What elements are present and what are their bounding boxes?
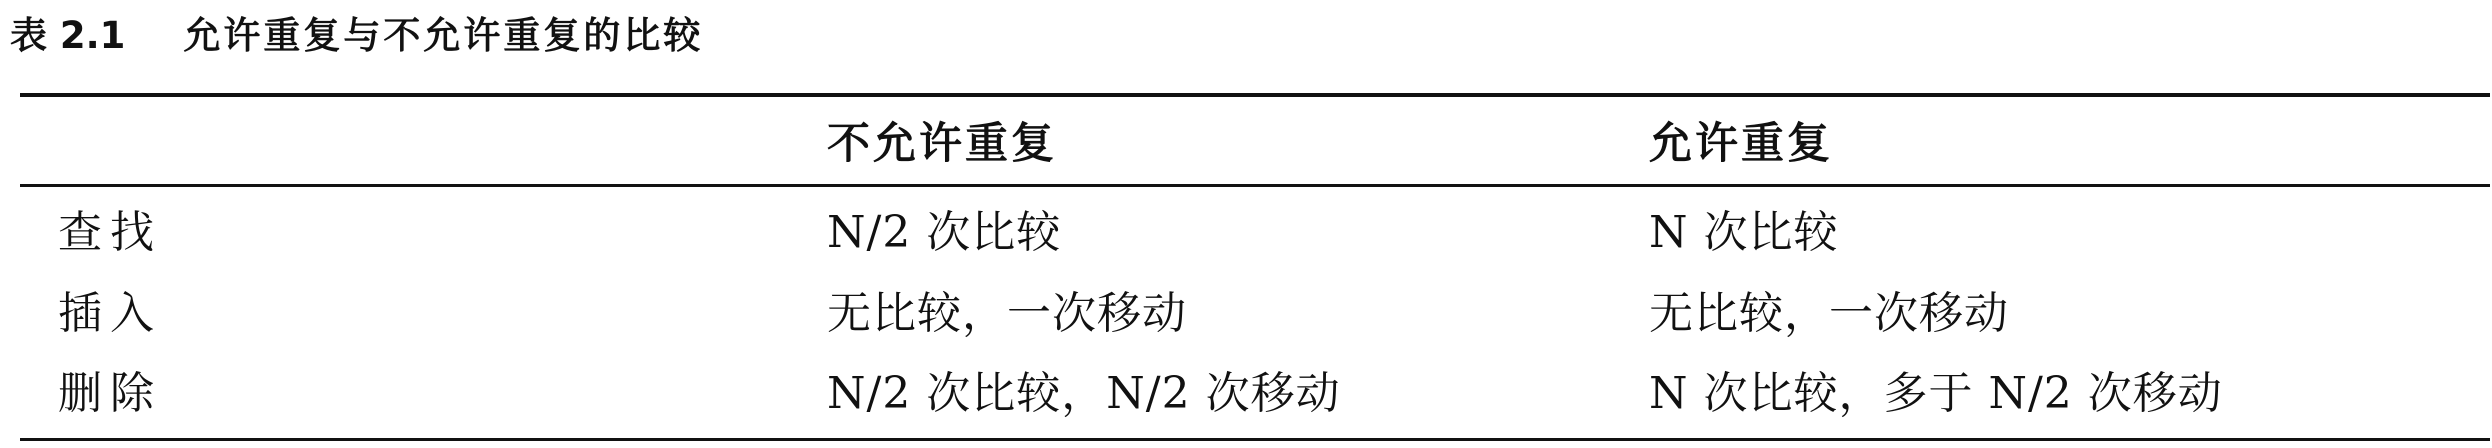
table-number: 表 2.1 bbox=[10, 14, 126, 57]
cell-no-duplicates: N/2 次比较，N/2 次移动 bbox=[827, 368, 1341, 419]
table-row bbox=[20, 349, 2490, 429]
row-label-delete: 删除 bbox=[58, 368, 162, 419]
row-label-search: 查找 bbox=[58, 206, 162, 258]
cell-duplicates: N 次比较 bbox=[1649, 206, 1839, 258]
header-row bbox=[20, 97, 2490, 185]
comparison-table bbox=[20, 97, 2490, 429]
cell-no-duplicates: N/2 次比较 bbox=[827, 206, 1062, 258]
header-operation bbox=[20, 97, 827, 185]
table-row bbox=[20, 185, 2490, 269]
cell-duplicates: 无比较，一次移动 bbox=[1649, 288, 2009, 339]
table-header bbox=[20, 97, 2490, 185]
table-row bbox=[20, 269, 2490, 349]
row-label-insert: 插入 bbox=[58, 288, 162, 339]
table-title: 允许重复与不允许重复的比较 bbox=[183, 14, 704, 57]
table-body bbox=[20, 185, 2490, 429]
cell-duplicates: N 次比较，多于 N/2 次移动 bbox=[1649, 368, 2223, 419]
header-duplicates: 允许重复 bbox=[1649, 118, 1833, 169]
header-no-duplicates: 不允许重复 bbox=[827, 118, 1057, 169]
cell-no-duplicates: 无比较，一次移动 bbox=[827, 288, 1187, 339]
table-caption bbox=[10, 4, 703, 60]
table-bottom-rule bbox=[20, 438, 2490, 441]
